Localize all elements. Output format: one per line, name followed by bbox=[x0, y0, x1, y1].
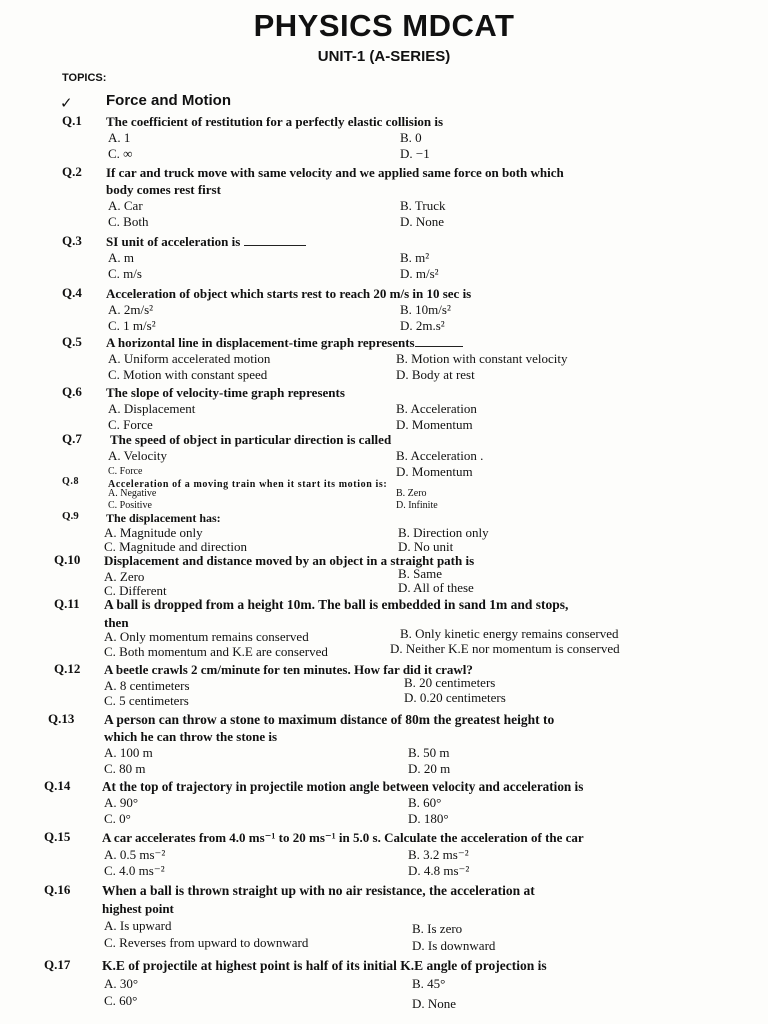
option-b: B. Only kinetic energy remains conserved bbox=[400, 626, 619, 641]
question-text: Acceleration of a moving train when it start its motion is: bbox=[108, 479, 388, 490]
question-number: Q.9 bbox=[62, 510, 79, 522]
option-a: A. Displacement bbox=[108, 401, 196, 416]
question-text: A ball is dropped from a height 10m. The ball is embedded in sand 1m and stops, bbox=[104, 597, 569, 612]
question-number: Q.8 bbox=[62, 476, 80, 487]
option-d: D. Body at rest bbox=[396, 367, 475, 382]
option-d: D. No unit bbox=[398, 539, 454, 554]
question-number: Q.13 bbox=[48, 711, 75, 726]
option-a: A. Is upward bbox=[104, 918, 172, 933]
option-a: A. Car bbox=[108, 198, 143, 213]
question-number: Q.17 bbox=[44, 957, 71, 972]
option-c: C. Reverses from upward to downward bbox=[104, 935, 309, 950]
option-b: B. Acceleration bbox=[396, 401, 477, 416]
option-c: C. 4.0 ms⁻² bbox=[104, 863, 165, 878]
option-b: B. Is zero bbox=[412, 921, 463, 936]
question-text: Displacement and distance moved by an object in a straight path is bbox=[104, 553, 475, 568]
option-b: B. 10m/s² bbox=[400, 302, 451, 317]
option-d: D. Momentum bbox=[396, 417, 473, 432]
topics-label: TOPICS: bbox=[62, 72, 107, 84]
option-c: C. Both bbox=[108, 214, 149, 229]
option-d: D. All of these bbox=[398, 580, 474, 595]
option-a: A. 8 centimeters bbox=[104, 678, 190, 693]
option-d: D. 20 m bbox=[408, 761, 451, 776]
option-c: C. m/s bbox=[108, 266, 142, 281]
option-c: C. Positive bbox=[108, 500, 152, 511]
question-number: Q.6 bbox=[62, 384, 82, 399]
option-c: C. ∞ bbox=[108, 146, 133, 161]
option-b: B. 3.2 ms⁻² bbox=[408, 847, 469, 862]
question-number: Q.3 bbox=[62, 233, 82, 248]
option-b: B. 50 m bbox=[408, 745, 450, 760]
option-a: A. Only momentum remains conserved bbox=[104, 629, 309, 644]
option-c: C. Force bbox=[108, 466, 143, 477]
option-c: C. Motion with constant speed bbox=[108, 367, 268, 382]
option-d: D. Momentum bbox=[396, 464, 473, 479]
question-text: A car accelerates from 4.0 ms⁻¹ to 20 ms⁻¹ in 5.0 s. Calculate the acceleration of the car bbox=[102, 830, 584, 845]
question-number: Q.11 bbox=[54, 596, 80, 611]
question-text: A beetle crawls 2 cm/minute for ten minutes. How far did it crawl? bbox=[104, 662, 473, 677]
answer-blank bbox=[244, 235, 306, 246]
option-d: D. −1 bbox=[400, 146, 430, 161]
option-b: B. Truck bbox=[400, 198, 446, 213]
option-d: D. m/s² bbox=[400, 266, 439, 281]
question-number: Q.1 bbox=[62, 113, 82, 128]
question-number: Q.5 bbox=[62, 334, 82, 349]
question-number: Q.2 bbox=[62, 164, 82, 179]
question-text-line2: highest point bbox=[102, 901, 174, 916]
option-c: C. 5 centimeters bbox=[104, 693, 189, 708]
option-d: D. 180° bbox=[408, 811, 449, 826]
option-c: C. Magnitude and direction bbox=[104, 539, 247, 554]
option-b: B. Direction only bbox=[398, 525, 489, 540]
question-text-line2: then bbox=[104, 615, 129, 630]
option-c: C. Both momentum and K.E are conserved bbox=[104, 644, 328, 659]
option-c: C. 1 m/s² bbox=[108, 318, 156, 333]
question-text: SI unit of acceleration is bbox=[106, 233, 306, 250]
option-c: C. 80 m bbox=[104, 761, 146, 776]
page-title: PHYSICS MDCAT bbox=[253, 8, 515, 43]
option-d: D. Is downward bbox=[412, 938, 496, 953]
option-a: A. Uniform accelerated motion bbox=[108, 351, 271, 366]
option-a: A. Zero bbox=[104, 569, 145, 584]
option-b: B. Acceleration . bbox=[396, 448, 484, 463]
option-a: A. 30° bbox=[104, 976, 139, 991]
checkmark-icon: ✓ bbox=[60, 96, 73, 112]
option-c: C. 0° bbox=[104, 811, 131, 826]
option-d: D. None bbox=[412, 996, 457, 1011]
question-text: A person can throw a stone to maximum distance of 80m the greatest height to bbox=[104, 712, 555, 727]
topic-title: Force and Motion bbox=[106, 92, 231, 109]
option-d: D. 2m.s² bbox=[400, 318, 445, 333]
option-d: D. None bbox=[400, 214, 445, 229]
question-number: Q.4 bbox=[62, 285, 82, 300]
option-d: D. 4.8 ms⁻² bbox=[408, 863, 470, 878]
question-number: Q.14 bbox=[44, 778, 71, 793]
question-text: The coefficient of restitution for a perfectly elastic collision is bbox=[106, 114, 444, 129]
option-a: A. 1 bbox=[108, 130, 131, 145]
option-c: C. Different bbox=[104, 583, 167, 598]
question-text: A horizontal line in displacement-time graph represents bbox=[106, 334, 463, 351]
option-a: A. Magnitude only bbox=[104, 525, 203, 540]
question-number: Q.10 bbox=[54, 552, 81, 567]
option-b: B. Same bbox=[398, 566, 443, 581]
question-text: When a ball is thrown straight up with no air resistance, the acceleration at bbox=[102, 883, 535, 898]
question-text-line2: which he can throw the stone is bbox=[104, 729, 278, 744]
answer-blank bbox=[415, 336, 463, 347]
question-number: Q.16 bbox=[44, 882, 71, 897]
option-b: B. 20 centimeters bbox=[404, 675, 496, 690]
option-a: A. m bbox=[108, 250, 134, 265]
option-a: A. 0.5 ms⁻² bbox=[104, 847, 166, 862]
option-a: A. 90° bbox=[104, 795, 139, 810]
option-d: D. Infinite bbox=[396, 500, 438, 511]
question-text: If car and truck move with same velocity and we applied same force on both which bbox=[106, 165, 564, 180]
question-text: The slope of velocity-time graph represents bbox=[106, 385, 345, 400]
question-text: K.E of projectile at highest point is half of its initial K.E angle of projection is bbox=[102, 958, 547, 973]
option-c: C. 60° bbox=[104, 993, 138, 1008]
option-b: B. 45° bbox=[412, 976, 446, 991]
option-b: B. Motion with constant velocity bbox=[396, 351, 568, 366]
question-text: At the top of trajectory in projectile motion angle between velocity and acceleration is bbox=[102, 779, 584, 794]
option-d: D. Neither K.E nor momentum is conserved bbox=[390, 641, 620, 656]
question-text: The displacement has: bbox=[106, 511, 221, 525]
option-b: B. Zero bbox=[396, 488, 427, 499]
question-text-line2: body comes rest first bbox=[106, 182, 221, 197]
option-b: B. 60° bbox=[408, 795, 442, 810]
option-a: A. 2m/s² bbox=[108, 302, 154, 317]
question-text: The speed of object in particular direction is called bbox=[110, 432, 392, 447]
question-number: Q.7 bbox=[62, 431, 82, 446]
option-a: A. Negative bbox=[108, 488, 157, 499]
question-number: Q.15 bbox=[44, 829, 71, 844]
page-subtitle: UNIT-1 (A-SERIES) bbox=[317, 48, 451, 65]
option-c: C. Force bbox=[108, 417, 153, 432]
question-text: Acceleration of object which starts rest to reach 20 m/s in 10 sec is bbox=[106, 286, 472, 301]
option-d: D. 0.20 centimeters bbox=[404, 690, 506, 705]
option-b: B. 0 bbox=[400, 130, 422, 145]
option-b: B. m² bbox=[400, 250, 430, 265]
question-number: Q.12 bbox=[54, 661, 81, 676]
option-a: A. 100 m bbox=[104, 745, 153, 760]
option-a: A. Velocity bbox=[108, 448, 167, 463]
